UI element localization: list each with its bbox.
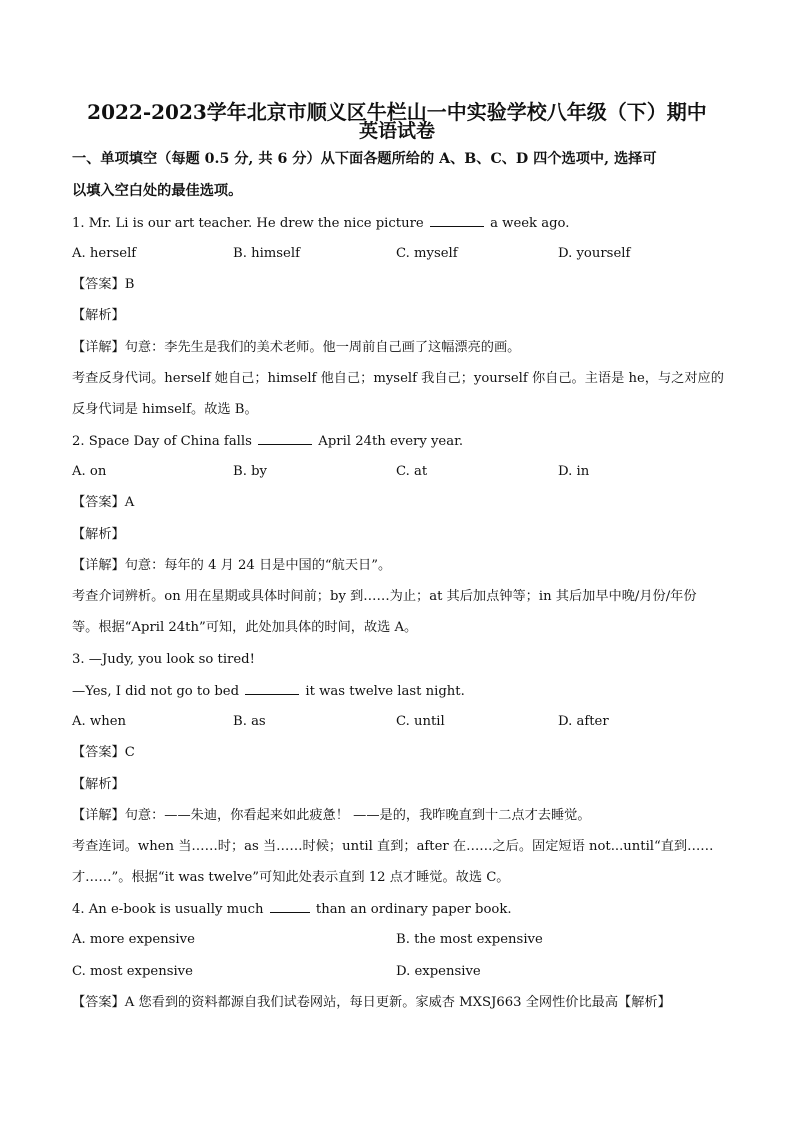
question-2-stem: [72, 432, 732, 451]
question-2-answer: 【答案】A: [72, 495, 135, 510]
question-1-option-a: A. herself: [72, 246, 137, 261]
question-3-option-c: C. until: [396, 714, 445, 729]
question-1-answer: 【答案】B: [72, 277, 135, 292]
question-1-stem-start: 1. Mr. Li is our art teacher. He drew the nice picture: [72, 216, 424, 231]
section-heading-line2: 以填入空白处的最佳选项。: [72, 183, 243, 199]
question-1-analysis-label: 【解析】: [72, 308, 125, 323]
question-4-option-d: D. expensive: [396, 964, 481, 979]
question-2-explain-line1: 考查介词辨析。on 用在星期或具体时间前；by 到……为止；at 其后加点钟等；in 其后加早中晚/月份/年份: [72, 589, 697, 604]
exam-title-line2: 英语试卷: [358, 120, 435, 142]
question-1-option-d: D. yourself: [558, 246, 631, 261]
question-3-option-a: A. when: [72, 714, 126, 729]
question-3-analysis-label: 【解析】: [72, 777, 125, 792]
question-2-explain-line2: 等。根据“April 24th”可知，此处加具体的时间，故选 A。: [72, 620, 418, 635]
question-3-option-d: D. after: [558, 714, 609, 729]
question-2-detail: 【详解】句意：每年的 4 月 24 日是中国的“航天日”。: [72, 558, 392, 573]
section-heading-line1: 一、单项填空（每题 0.5 分, 共 6 分）从下面各题所给的 A、B、C、D 四个选项中, 选择可: [72, 151, 657, 167]
question-1-detail: 【详解】句意：李先生是我们的美术老师。他一周前自己画了这幅漂亮的画。: [72, 340, 521, 355]
question-1-explain-line2: 反身代词是 himself。故选 B。: [72, 402, 258, 417]
question-4-stem-end: than an ordinary paper book.: [315, 902, 512, 917]
answer-blank: [270, 900, 310, 913]
question-3-explain-line1: 考查连词。when 当……时；as 当……时候；until 直到；after 在……之后。固定短语 not...until“直到……: [72, 839, 714, 854]
question-3-stem-start: —Yes, I did not go to bed: [72, 684, 240, 699]
question-2-option-a: A. on: [72, 464, 107, 479]
question-3-explain-line2: 才……”。根据“it was twelve”可知此处表示直到 12 点才睡觉。故选 C。: [72, 870, 510, 885]
answer-blank: [430, 214, 484, 227]
question-4-stem-start: 4. An e-book is usually much: [72, 902, 264, 917]
answer-blank: [258, 432, 312, 445]
question-1-explain-line1: 考查反身代词。herself 她自己；himself 他自己；myself 我自己；yourself 你自己。主语是 he，与之对应的: [72, 371, 724, 386]
question-4-option-b: B. the most expensive: [396, 932, 543, 947]
question-2-stem-start: 2. Space Day of China falls: [72, 434, 252, 449]
question-1-stem-end: a week ago.: [490, 216, 570, 231]
question-4-option-a: A. more expensive: [72, 932, 195, 947]
question-2-stem-end: April 24th every year.: [318, 434, 464, 449]
question-4-option-c: C. most expensive: [72, 964, 193, 979]
question-2-analysis-label: 【解析】: [72, 527, 125, 542]
question-3-option-b: B. as: [233, 714, 266, 729]
question-4-answer-with-notice: 【答案】A 您看到的资料都源自我们试卷网站，每日更新。家威杏 MXSJ663 全网性价比最高【解析】: [72, 995, 671, 1010]
question-3-answer: 【答案】C: [72, 745, 135, 760]
question-3-detail: 【详解】句意：——朱迪，你看起来如此疲惫！ ——是的，我昨晚直到十二点才去睡觉。: [72, 808, 591, 823]
answer-blank: [245, 682, 299, 695]
question-1-stem: [72, 214, 732, 233]
question-4-stem: [72, 900, 732, 919]
question-2-option-b: B. by: [233, 464, 267, 479]
question-3-stem-line2: [72, 682, 732, 701]
question-1-option-b: B. himself: [233, 246, 300, 261]
exam-title-line1: 2022-2023学年北京市顺义区牛栏山一中实验学校八年级（下）期中: [87, 100, 707, 124]
question-3-stem-end: it was twelve last night.: [305, 684, 465, 699]
question-2-option-d: D. in: [558, 464, 590, 479]
question-2-option-c: C. at: [396, 464, 428, 479]
question-3-stem-line1: 3. —Judy, you look so tired!: [72, 652, 255, 667]
question-1-option-c: C. myself: [396, 246, 458, 261]
